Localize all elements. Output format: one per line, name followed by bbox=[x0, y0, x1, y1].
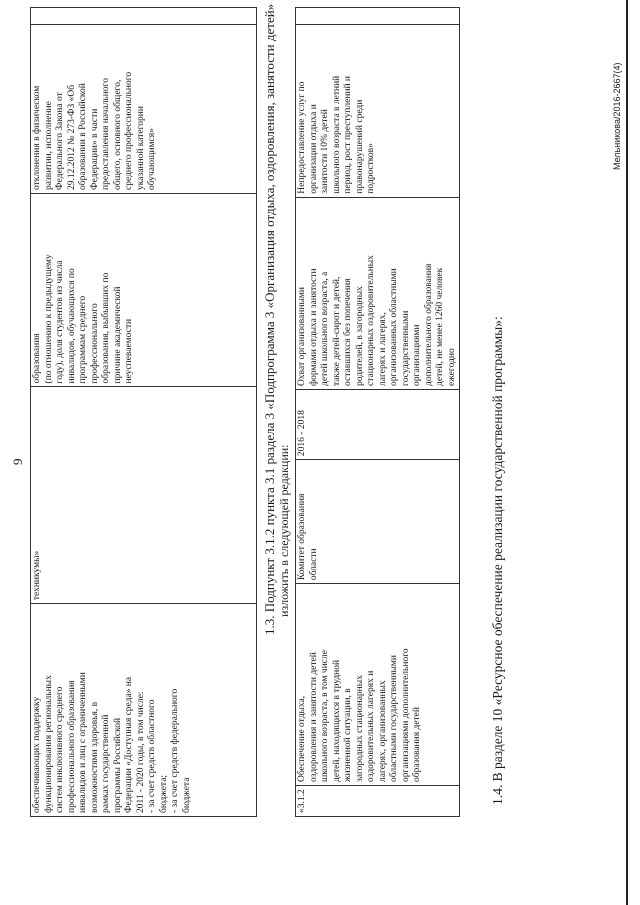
indicator-cell: образования (по отношению к предыдущему году), доля студентов из числа инвалидов, обучающихся по программам среднего профессионального образования, выбывших по причине академической неуспеваемости bbox=[31, 193, 257, 386]
measure-cell: Обеспечение отдыха, оздоровления и занятости детей школьного возраста, в том числе детей, находящихся в трудной жизненной ситуации, в загородных стационарных оздоровительных лагерях и лагерях, организованных областными государственными организациями дополнительного образования детей bbox=[296, 584, 460, 786]
table-row bbox=[31, 8, 257, 817]
page-number: 9 bbox=[10, 458, 25, 465]
section-heading: 1.4. В разделе 10 «Ресурсное обеспечение реализации государственной программы»: bbox=[490, 316, 505, 805]
edge-line bbox=[626, 0, 628, 905]
executor-cell: техникумы» bbox=[31, 387, 257, 604]
amendment-heading: 1.3. Подпункт 3.1.2 пункта 3.1 раздела 3 «Подпрограмма 3 «Организация отдыха, оздоровления, занятости детей» bbox=[262, 3, 277, 635]
table-row bbox=[296, 8, 460, 817]
amendment-subheading: изложить в следующей редакции: bbox=[277, 444, 291, 617]
item-number-cell: «3.1.2 bbox=[296, 786, 460, 817]
blank-cell bbox=[296, 8, 460, 25]
measure-cell: обеспечивающих поддержку функционирования региональных систем инклюзивного среднего профессионального образования инвалидов и лиц с ограниченными возможностями здоровья, в рамках государственной программы Российской Федерации «Доступная среда» на 2011 - 2020 годы, в том числе: - за счет средств областного бюджета; - за счет средств федерального бюджета bbox=[31, 604, 257, 817]
executor-cell: Комитет образования области bbox=[296, 460, 460, 584]
consequence-cell: отклонения в физическом развитии, исполнение Федерального Закона от 29.12.2012 № 273-ФЗ «Об образовании в Российской Федерации» в части предоставления начального общего, основного общего, среднего профессионального указанной категории обучающимся» bbox=[31, 24, 257, 193]
program-table-continued bbox=[30, 7, 257, 817]
indicator-cell: Охват организованными формами отдыха и занятости детей школьного возраста, а также детей-сирот и детей, оставшихся без попечения родителей, в загородных стационарных оздоровительных лагерях и лагерях, организованных областными государственными организациями дополнительного образования детей, не менее 1260 человек ежегодно bbox=[296, 197, 460, 389]
blank-cell bbox=[31, 8, 257, 25]
subprogram-table bbox=[295, 7, 460, 817]
consequence-cell: Непредоставление услуг по организации отдыха и занятости 10% детей школьного возраста в летний период, рост преступлений и правонарушений среди подростков» bbox=[296, 24, 460, 197]
period-cell: 2016 - 2018 bbox=[296, 389, 460, 459]
document-stamp: Мельникова/2016-2667(4) bbox=[612, 62, 622, 170]
